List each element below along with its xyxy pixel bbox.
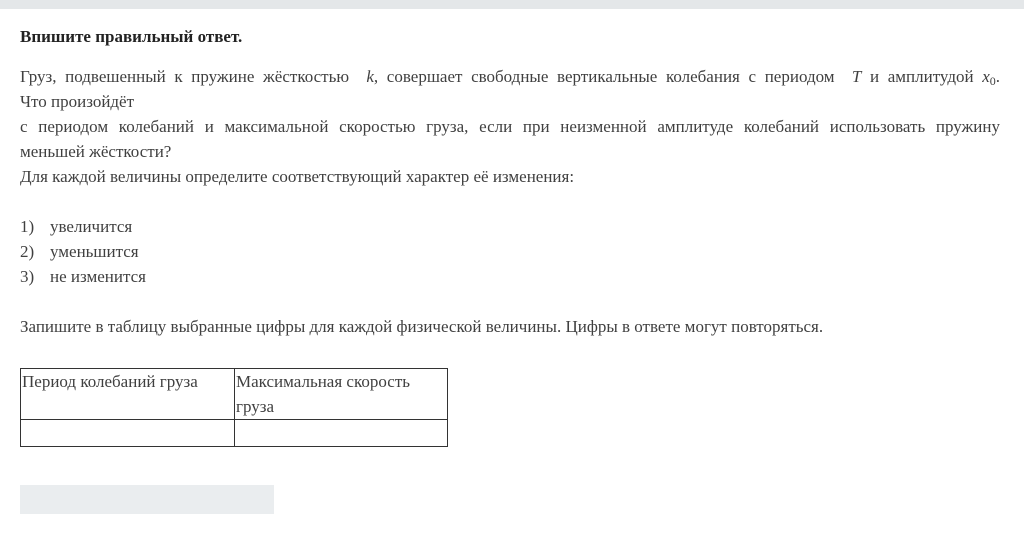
answer-cell-period	[21, 420, 235, 447]
text-fragment: , совершает свободные вертикальные колебания с периодом	[373, 67, 835, 86]
task-content	[20, 24, 1000, 339]
option-text: уменьшится	[50, 242, 139, 261]
option-item	[20, 239, 1000, 264]
answer-input-period[interactable]	[21, 420, 238, 446]
top-bar	[0, 0, 1024, 9]
answer-cell-max-speed	[235, 420, 448, 447]
instruction-text: Запишите в таблицу выбранные цифры для каждой физической величины. Цифры в ответе могут повторяться.	[20, 317, 824, 336]
option-text: увеличится	[50, 217, 133, 236]
header-max-speed: Максимальная скорость груза	[235, 369, 448, 420]
submit-button[interactable]	[20, 485, 274, 514]
var-x: x	[982, 67, 990, 86]
task-text-line-2: Что произойдёт	[20, 92, 135, 111]
answer-table-inputs	[21, 420, 448, 447]
task-text-line-4: меньшей жёсткости?	[20, 142, 172, 161]
text-fragment: Груз, подвешенный к пружине жёсткостью	[20, 67, 350, 86]
option-item	[20, 214, 1000, 239]
task-text-line-1	[20, 64, 1000, 89]
header-period: Период колебаний груза	[21, 369, 235, 420]
option-number: 1)	[20, 217, 35, 236]
answer-table	[20, 368, 448, 447]
option-number: 2)	[20, 242, 35, 261]
option-item	[20, 264, 1000, 289]
task-text-line-3: с периодом колебаний и максимальной скоростью груза, если при неизменной амплитуде колебаний использовать пружину	[20, 117, 1000, 136]
var-x-subscript: 0	[989, 74, 996, 88]
answer-table-header	[21, 369, 448, 420]
var-T: T	[851, 67, 862, 86]
option-text: не изменится	[50, 267, 146, 286]
text-fragment: и амплитудой	[869, 67, 974, 86]
options-list	[20, 214, 1000, 289]
var-k: k	[366, 67, 374, 86]
answer-input-max-speed[interactable]	[235, 420, 451, 446]
task-text-line-5: Для каждой величины определите соответствующий характер её изменения:	[20, 167, 575, 186]
task-title: Впишите правильный ответ.	[20, 27, 243, 46]
text-fragment: .	[995, 67, 1001, 86]
option-number: 3)	[20, 267, 35, 286]
